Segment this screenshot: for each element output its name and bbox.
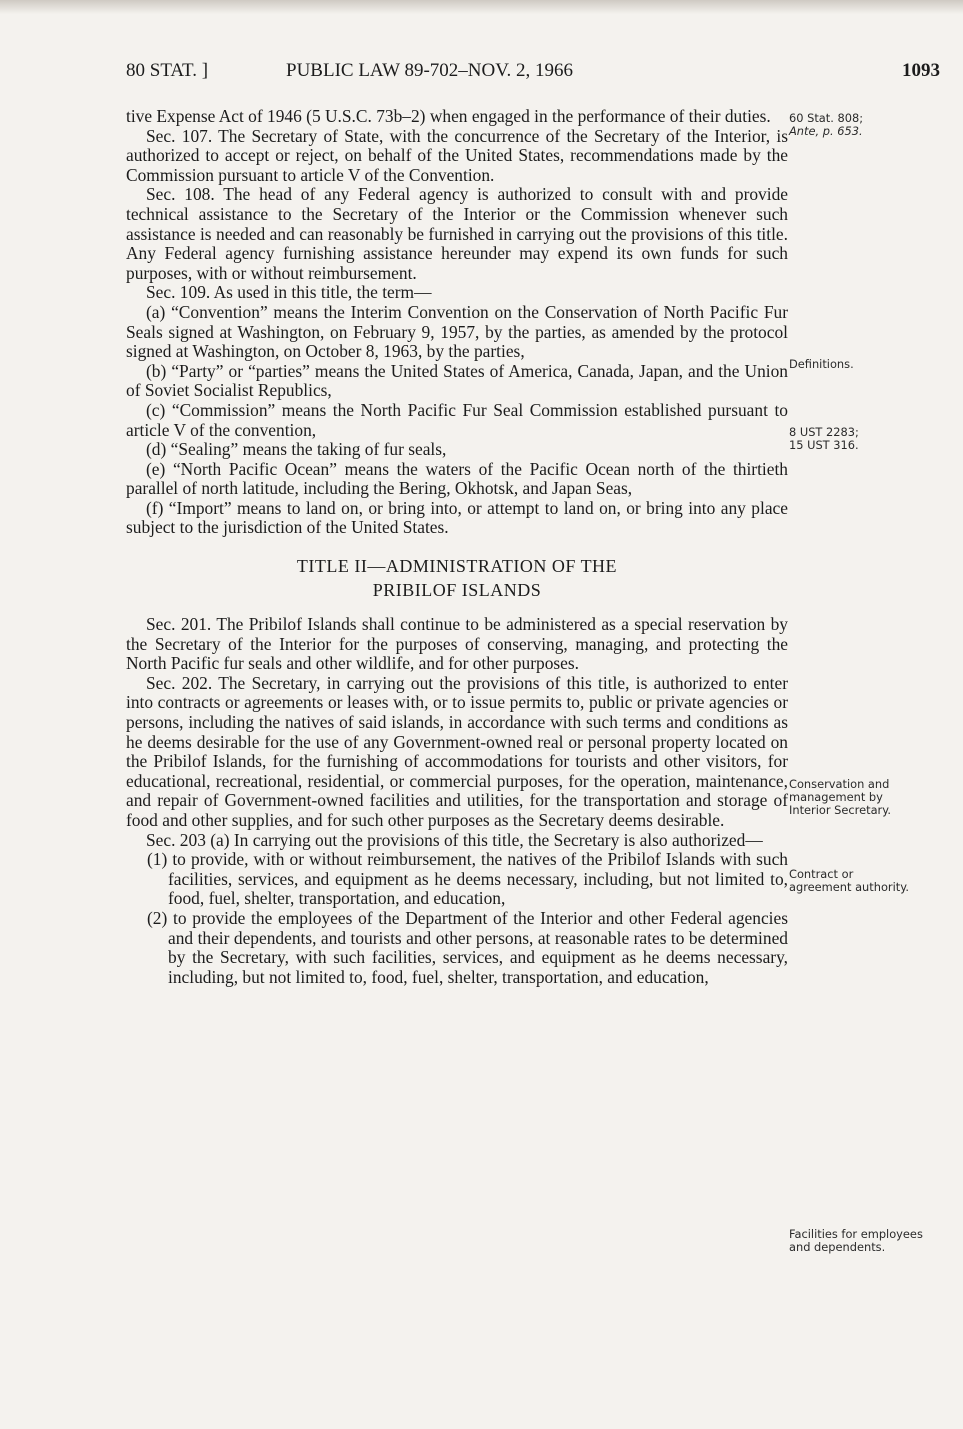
section-203-item-2: (2) to provide the employees of the Department of the Interior and other Federal agencies and their dependents, and tourists and other persons, at reasonable rates to be determined by the Secretary, with such facilities, services, and equipment as he deems necessary, including, but not limited to, food, fuel, shelter, transportation, and education, <box>147 907 788 987</box>
margin-note-contract: Contract or agreement authority. <box>789 867 909 894</box>
section-203-item-1: (1) to provide, with or without reimbursement, the natives of the Pribilof Islands with such facilities, services, and equipment as he deems necessary, including, but not limited to, food, fuel, shelter, transportation, and education, <box>147 849 788 909</box>
page-edge-shadow <box>0 0 963 14</box>
public-law-citation: PUBLIC LAW 89-702–NOV. 2, 1966 <box>286 60 574 81</box>
definition-c: (c) “Commission” means the North Pacific Fur Seal Commission established pursuant to article V of the convention, <box>126 399 788 440</box>
paragraph-continuation: tive Expense Act of 1946 (5 U.S.C. 73b–2) when engaged in the performance of their duties. <box>126 106 771 126</box>
page-number: 1093 <box>902 60 940 81</box>
margin-note-stat-808-line: 60 Stat. 808; <box>789 111 864 125</box>
margin-note-ust <box>789 426 939 452</box>
section-109: Sec. 109. As used in this title, the term— <box>146 282 432 303</box>
statute-volume: 80 STAT. ] <box>126 60 209 81</box>
title-heading-line-2: PRIBILOF ISLANDS <box>372 580 542 601</box>
title-heading-line-1: TITLE II—ADMINISTRATION OF THE <box>296 556 618 577</box>
body-text <box>126 107 788 987</box>
title-heading <box>126 554 788 602</box>
margin-note-ante: Ante, p. 653. <box>789 124 863 138</box>
margin-note-facilities: Facilities for employees and dependents. <box>789 1227 923 1254</box>
margin-note-stat-808 <box>789 112 939 138</box>
section-107: Sec. 107. The Secretary of State, with the concurrence of the Secretary of the Interior, is authorized to accept or reject, on behalf of the United States, recommendations made by the Commission pursuant to article V of the Convention. <box>126 125 788 185</box>
section-201: Sec. 201. The Pribilof Islands shall continue to be administered as a special reservation by the Secretary of the Interior for the purposes of conserving, managing, and protecting the North Pacific fur seals and other wildlife, and for other purposes. <box>126 614 788 674</box>
margin-note-conservation: Conservation and management by Interior Secretary. <box>789 777 891 817</box>
definition-a: (a) “Convention” means the Interim Convention on the Conservation of North Pacific Fur Seals signed at Washington, on February 9, 1957, by the parties, as amended by the protocol signed at Washington, on October 8, 1963, by the parties, <box>126 301 788 362</box>
definition-e: (e) “North Pacific Ocean” means the waters of the Pacific Ocean north of the thirtieth parallel of north latitude, including the Bering, Okhotsk, and Japan Seas, <box>126 458 788 499</box>
definition-d: (d) “Sealing” means the taking of fur seals, <box>146 439 447 460</box>
section-108: Sec. 108. The head of any Federal agency is authorized to consult with and provide technical assistance to the Secretary of the Interior or the Commission whenever such assistance is needed and can reasonably be furnished in carrying out the provisions of this title. Any Federal agency furnishing assistance hereunder may expend its own funds for such purposes, with or without reimbursement. <box>126 184 788 283</box>
section-203: Sec. 203 (a) In carrying out the provisions of this title, the Secretary is also authorized— <box>146 829 763 850</box>
margin-note-ust-1: 8 UST 2283; <box>789 425 859 439</box>
page-header <box>126 60 940 88</box>
definition-f: (f) “Import” means to land on, or bring into, or attempt to land on, or bring into any place subject to the jurisdiction of the United States. <box>126 497 788 538</box>
margin-note-definitions: Definitions. <box>789 357 854 371</box>
definition-b: (b) “Party” or “parties” means the United States of America, Canada, Japan, and the Union of Soviet Socialist Republics, <box>126 360 788 401</box>
margin-note-ust-2: 15 UST 316. <box>789 438 859 452</box>
section-202: Sec. 202. The Secretary, in carrying out the provisions of this title, is authorized to enter into contracts or agreements or leases with, or to issue permits to, public or private agencies or persons, including the natives of said islands, in accordance with such terms and conditions as he deems desirable for the use of any Government-owned real or personal property located on the Pribilof Islands, for the furnishing of accommodations for tourists and other visitors, for educational, recreational, residential, or commercial purposes, for the operation, maintenance, and repair of Government-owned facilities and utilities, for the transportation and storage of food and other supplies, and for such other purposes as the Secretary deems desirable. <box>126 672 788 830</box>
